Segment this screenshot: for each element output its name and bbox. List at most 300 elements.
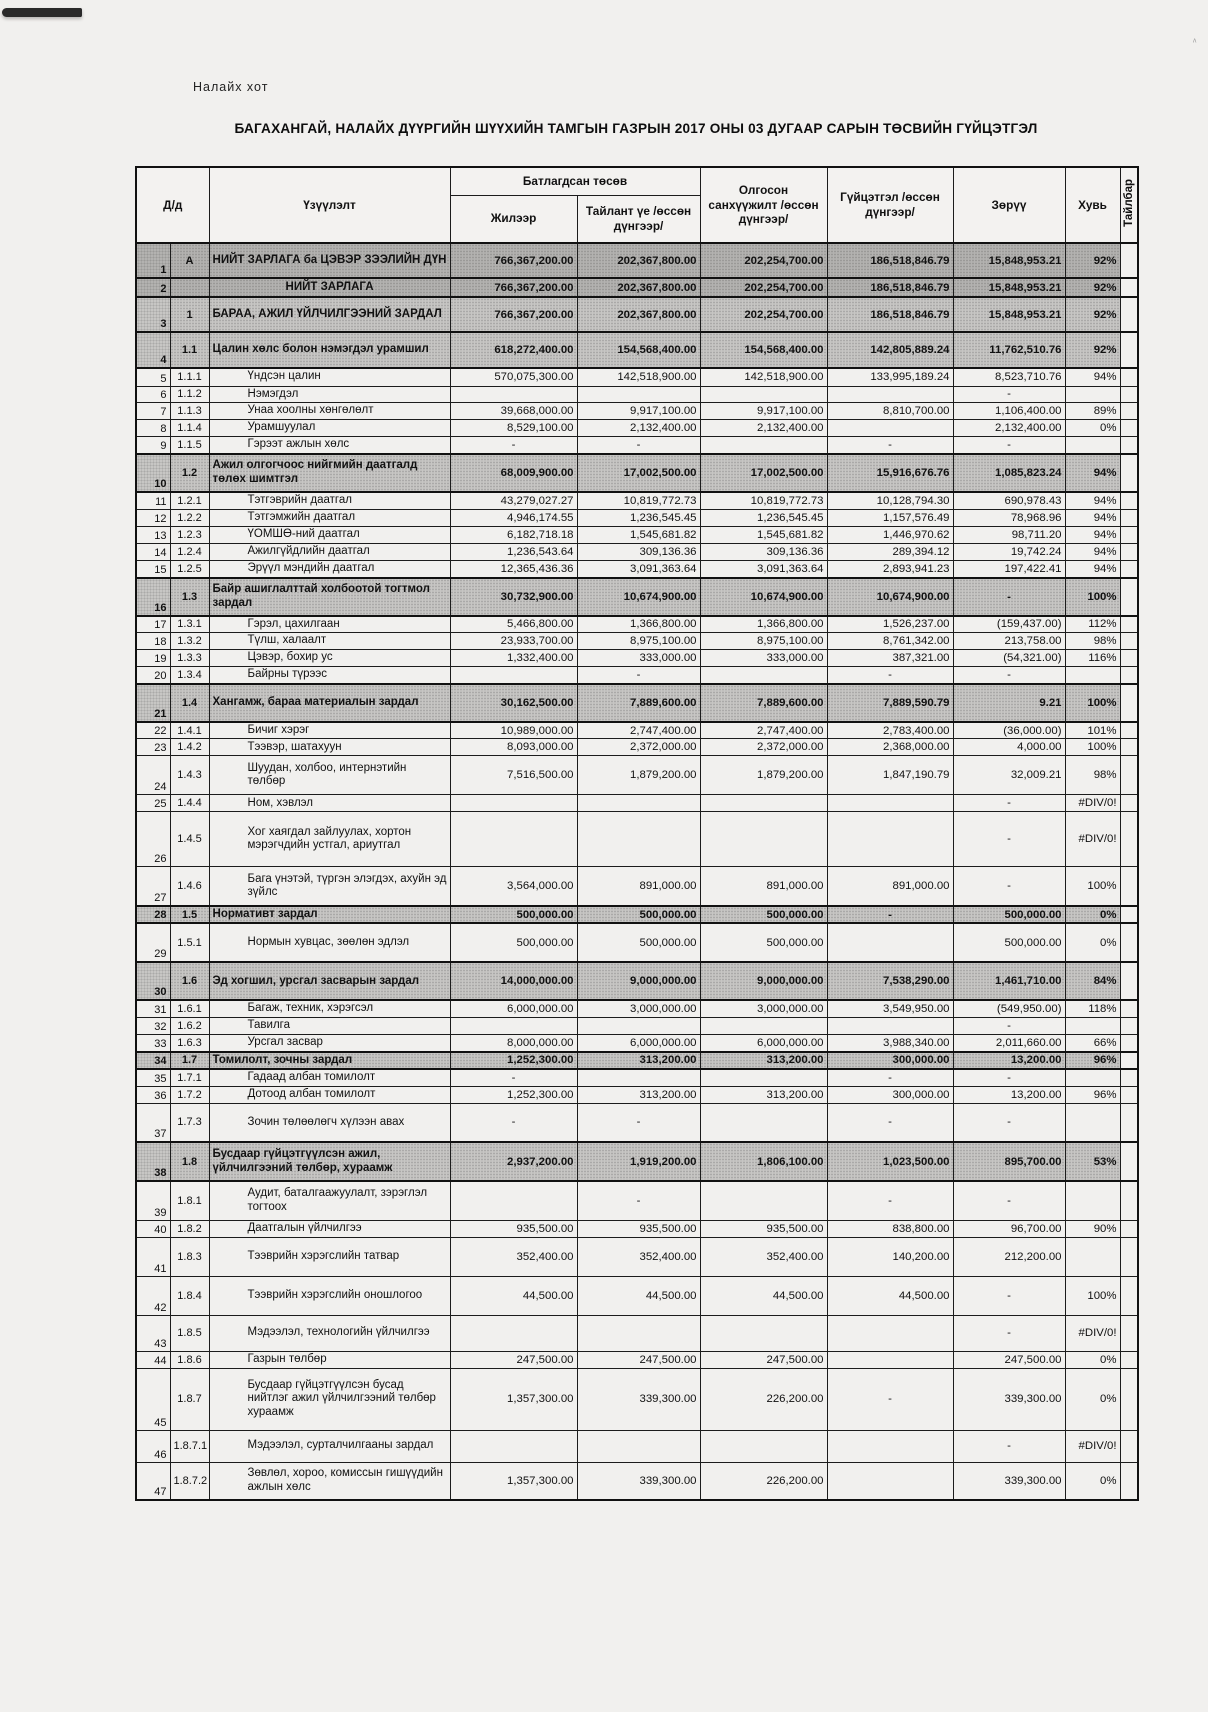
indicator-cell: Унаа хоолны хөнгөлөлт — [209, 403, 450, 420]
table-row — [136, 1000, 1138, 1017]
code-cell: А — [170, 243, 209, 278]
table-row — [136, 420, 1138, 437]
code-cell: 1.4.3 — [170, 756, 209, 795]
table-row — [136, 437, 1138, 454]
financing-cell: 10,674,900.00 — [700, 578, 827, 616]
financing-cell: 226,200.00 — [700, 1368, 827, 1430]
row-number-cell: 8 — [136, 420, 170, 437]
percent-cell: 96% — [1065, 1086, 1120, 1103]
yearly-cell: 4,946,174.55 — [450, 510, 577, 527]
indicator-cell: Бусдаар гүйцэтгүүлсэн ажил, үйлчилгээний төлбөр, хураамж — [209, 1142, 450, 1181]
remark-cell — [1120, 867, 1138, 906]
difference-cell: 98,711.20 — [953, 527, 1065, 544]
row-number-cell: 36 — [136, 1086, 170, 1103]
difference-cell: - — [953, 1430, 1065, 1462]
remark-cell — [1120, 756, 1138, 795]
yearly-cell: 3,564,000.00 — [450, 867, 577, 906]
row-number-cell: 41 — [136, 1237, 170, 1276]
percent-cell — [1065, 1018, 1120, 1035]
reporting-period-cell: 935,500.00 — [577, 1220, 700, 1237]
percent-cell: #DIV/0! — [1065, 795, 1120, 812]
code-cell: 1.1.1 — [170, 368, 209, 386]
performance-cell: - — [827, 1103, 953, 1142]
table-row — [136, 1069, 1138, 1086]
difference-cell: 11,762,510.76 — [953, 332, 1065, 368]
reporting-period-cell: 202,367,800.00 — [577, 297, 700, 332]
percent-cell: 53% — [1065, 1142, 1120, 1181]
indicator-cell: Гэрэл, цахилгаан — [209, 616, 450, 633]
remark-cell — [1120, 1462, 1138, 1500]
yearly-cell: - — [450, 1103, 577, 1142]
yearly-cell: 1,357,300.00 — [450, 1462, 577, 1500]
remark-cell — [1120, 1018, 1138, 1035]
remark-cell — [1120, 739, 1138, 756]
percent-cell: 90% — [1065, 1220, 1120, 1237]
table-row — [136, 1181, 1138, 1220]
percent-cell: 116% — [1065, 650, 1120, 667]
yearly-cell: - — [450, 1069, 577, 1086]
performance-cell — [827, 812, 953, 867]
indicator-cell: Урсгал засвар — [209, 1035, 450, 1052]
indicator-cell: Ажил олгогчоос нийгмийн даатгалд төлөх шимтгэл — [209, 454, 450, 492]
row-number-cell: 42 — [136, 1276, 170, 1315]
difference-cell: 13,200.00 — [953, 1052, 1065, 1070]
header-yearly: Жилээр — [450, 195, 577, 243]
table-row — [136, 561, 1138, 578]
code-cell: 1.7.3 — [170, 1103, 209, 1142]
percent-cell: 92% — [1065, 243, 1120, 278]
code-cell: 1.8.3 — [170, 1237, 209, 1276]
remark-cell — [1120, 332, 1138, 368]
financing-cell: 6,000,000.00 — [700, 1035, 827, 1052]
reporting-period-cell: 202,367,800.00 — [577, 243, 700, 278]
yearly-cell: 766,367,200.00 — [450, 297, 577, 332]
percent-cell: 94% — [1065, 454, 1120, 492]
row-number-cell: 44 — [136, 1351, 170, 1368]
percent-cell: 94% — [1065, 492, 1120, 510]
performance-cell: 1,446,970.62 — [827, 527, 953, 544]
row-number-cell: 12 — [136, 510, 170, 527]
header-difference: Зөрүү — [953, 167, 1065, 243]
difference-cell: - — [953, 1018, 1065, 1035]
indicator-cell: Зочин төлөөлөгч хүлээн авах — [209, 1103, 450, 1142]
percent-cell: 94% — [1065, 368, 1120, 386]
row-number-cell: 38 — [136, 1142, 170, 1181]
header-remark-label: Тайлбар — [1122, 179, 1135, 228]
percent-cell: 98% — [1065, 633, 1120, 650]
financing-cell: 154,568,400.00 — [700, 332, 827, 368]
financing-cell: 500,000.00 — [700, 906, 827, 924]
reporting-period-cell — [577, 1315, 700, 1351]
indicator-cell: Гадаад албан томилолт — [209, 1069, 450, 1086]
reporting-period-cell: 202,367,800.00 — [577, 278, 700, 297]
row-number-cell: 5 — [136, 368, 170, 386]
row-number-cell: 28 — [136, 906, 170, 924]
reporting-period-cell: 2,372,000.00 — [577, 739, 700, 756]
percent-cell: 94% — [1065, 510, 1120, 527]
row-number-cell: 32 — [136, 1018, 170, 1035]
remark-cell — [1120, 1430, 1138, 1462]
performance-cell: - — [827, 437, 953, 454]
remark-cell — [1120, 906, 1138, 924]
row-number-cell: 47 — [136, 1462, 170, 1500]
table-row — [136, 1430, 1138, 1462]
financing-cell: 44,500.00 — [700, 1276, 827, 1315]
performance-cell: 44,500.00 — [827, 1276, 953, 1315]
reporting-period-cell: 891,000.00 — [577, 867, 700, 906]
code-cell: 1.4.6 — [170, 867, 209, 906]
performance-cell: 1,023,500.00 — [827, 1142, 953, 1181]
yearly-cell — [450, 1315, 577, 1351]
code-cell: 1.6.3 — [170, 1035, 209, 1052]
financing-cell — [700, 386, 827, 403]
row-number-cell: 19 — [136, 650, 170, 667]
yearly-cell — [450, 1430, 577, 1462]
remark-cell — [1120, 633, 1138, 650]
performance-cell: 10,674,900.00 — [827, 578, 953, 616]
indicator-cell: Тэтгэмжийн даатгал — [209, 510, 450, 527]
difference-cell: 339,300.00 — [953, 1368, 1065, 1430]
remark-cell — [1120, 722, 1138, 739]
row-number-cell: 37 — [136, 1103, 170, 1142]
financing-cell: 313,200.00 — [700, 1052, 827, 1070]
row-number-cell: 24 — [136, 756, 170, 795]
financing-cell: 935,500.00 — [700, 1220, 827, 1237]
remark-cell — [1120, 368, 1138, 386]
difference-cell: 212,200.00 — [953, 1237, 1065, 1276]
reporting-period-cell: 6,000,000.00 — [577, 1035, 700, 1052]
reporting-period-cell: 309,136.36 — [577, 544, 700, 561]
reporting-period-cell: 7,889,600.00 — [577, 684, 700, 722]
row-number-cell: 25 — [136, 795, 170, 812]
percent-cell: 94% — [1065, 561, 1120, 578]
indicator-cell: Бага үнэтэй, түргэн элэгдэх, ахуйн эд зүйлс — [209, 867, 450, 906]
row-number-cell: 7 — [136, 403, 170, 420]
remark-cell — [1120, 561, 1138, 578]
table-header — [136, 167, 1138, 243]
performance-cell: 10,128,794.30 — [827, 492, 953, 510]
code-cell: 1.8.7 — [170, 1368, 209, 1430]
indicator-cell: Байр ашиглалттай холбоотой тогтмол зардал — [209, 578, 450, 616]
difference-cell: 13,200.00 — [953, 1086, 1065, 1103]
table-row — [136, 332, 1138, 368]
financing-cell — [700, 1018, 827, 1035]
code-cell: 1.5 — [170, 906, 209, 924]
remark-cell — [1120, 812, 1138, 867]
yearly-cell: 935,500.00 — [450, 1220, 577, 1237]
remark-cell — [1120, 650, 1138, 667]
table-row — [136, 492, 1138, 510]
yearly-cell: 8,000,000.00 — [450, 1035, 577, 1052]
row-number-cell: 3 — [136, 297, 170, 332]
remark-cell — [1120, 492, 1138, 510]
yearly-cell — [450, 795, 577, 812]
remark-cell — [1120, 1351, 1138, 1368]
row-number-cell: 11 — [136, 492, 170, 510]
performance-cell — [827, 1018, 953, 1035]
difference-cell: 15,848,953.21 — [953, 278, 1065, 297]
yearly-cell: 14,000,000.00 — [450, 962, 577, 1000]
financing-cell: 202,254,700.00 — [700, 243, 827, 278]
reporting-period-cell — [577, 386, 700, 403]
table-row — [136, 962, 1138, 1000]
financing-cell: 333,000.00 — [700, 650, 827, 667]
reporting-period-cell: 247,500.00 — [577, 1351, 700, 1368]
indicator-cell: Хог хаягдал зайлуулах, хортон мэрэгчдийн устгал, ариутгал — [209, 812, 450, 867]
indicator-cell: Урамшуулал — [209, 420, 450, 437]
difference-cell: 9.21 — [953, 684, 1065, 722]
indicator-cell: Хангамж, бараа материалын зардал — [209, 684, 450, 722]
financing-cell: 1,545,681.82 — [700, 527, 827, 544]
reporting-period-cell — [577, 1430, 700, 1462]
code-cell: 1.8.7.2 — [170, 1462, 209, 1500]
percent-cell: 112% — [1065, 616, 1120, 633]
header-percent: Хувь — [1065, 167, 1120, 243]
difference-cell: - — [953, 867, 1065, 906]
financing-cell — [700, 1315, 827, 1351]
table-row — [136, 633, 1138, 650]
yearly-cell: 1,252,300.00 — [450, 1052, 577, 1070]
yearly-cell: 12,365,436.36 — [450, 561, 577, 578]
yearly-cell: 247,500.00 — [450, 1351, 577, 1368]
performance-cell — [827, 923, 953, 962]
remark-cell — [1120, 1069, 1138, 1086]
percent-cell: 94% — [1065, 527, 1120, 544]
financing-cell — [700, 667, 827, 684]
financing-cell: 1,366,800.00 — [700, 616, 827, 633]
table-row — [136, 544, 1138, 561]
percent-cell — [1065, 386, 1120, 403]
budget-table — [135, 166, 1139, 1501]
financing-cell: 309,136.36 — [700, 544, 827, 561]
percent-cell: 100% — [1065, 1276, 1120, 1315]
reporting-period-cell: 313,200.00 — [577, 1086, 700, 1103]
remark-cell — [1120, 1220, 1138, 1237]
table-row — [136, 1315, 1138, 1351]
indicator-cell: Байрны түрээс — [209, 667, 450, 684]
performance-cell: 838,800.00 — [827, 1220, 953, 1237]
performance-cell: 891,000.00 — [827, 867, 953, 906]
financing-cell — [700, 1103, 827, 1142]
table-row — [136, 1018, 1138, 1035]
table-row — [136, 1368, 1138, 1430]
remark-cell — [1120, 403, 1138, 420]
percent-cell — [1065, 437, 1120, 454]
reporting-period-cell: 2,747,400.00 — [577, 722, 700, 739]
remark-cell — [1120, 1315, 1138, 1351]
indicator-cell: Эд хогшил, урсгал засварын зардал — [209, 962, 450, 1000]
reporting-period-cell: 500,000.00 — [577, 906, 700, 924]
performance-cell: 387,321.00 — [827, 650, 953, 667]
yearly-cell: 352,400.00 — [450, 1237, 577, 1276]
table-row — [136, 368, 1138, 386]
percent-cell: 100% — [1065, 578, 1120, 616]
code-cell: 1.1.3 — [170, 403, 209, 420]
financing-cell: 352,400.00 — [700, 1237, 827, 1276]
reporting-period-cell — [577, 812, 700, 867]
performance-cell: 2,893,941.23 — [827, 561, 953, 578]
yearly-cell: 1,252,300.00 — [450, 1086, 577, 1103]
indicator-cell: Багаж, техник, хэрэгсэл — [209, 1000, 450, 1017]
remark-cell — [1120, 667, 1138, 684]
difference-cell: 1,106,400.00 — [953, 403, 1065, 420]
yearly-cell: 30,732,900.00 — [450, 578, 577, 616]
header-approved-budget: Батлагдсан төсөв — [450, 167, 700, 195]
financing-cell: 226,200.00 — [700, 1462, 827, 1500]
code-cell: 1.5.1 — [170, 923, 209, 962]
table-row — [136, 739, 1138, 756]
table-row — [136, 722, 1138, 739]
reporting-period-cell: 142,518,900.00 — [577, 368, 700, 386]
difference-cell: 2,132,400.00 — [953, 420, 1065, 437]
percent-cell: 0% — [1065, 1351, 1120, 1368]
performance-cell — [827, 1430, 953, 1462]
code-cell: 1.1.5 — [170, 437, 209, 454]
table-row — [136, 527, 1138, 544]
performance-cell: 8,761,342.00 — [827, 633, 953, 650]
difference-cell: 15,848,953.21 — [953, 297, 1065, 332]
code-cell: 1.1 — [170, 332, 209, 368]
financing-cell: 17,002,500.00 — [700, 454, 827, 492]
yearly-cell — [450, 812, 577, 867]
remark-cell — [1120, 1181, 1138, 1220]
reporting-period-cell: 17,002,500.00 — [577, 454, 700, 492]
performance-cell: 140,200.00 — [827, 1237, 953, 1276]
percent-cell: 98% — [1065, 756, 1120, 795]
percent-cell: 100% — [1065, 739, 1120, 756]
difference-cell: 4,000.00 — [953, 739, 1065, 756]
row-number-cell: 43 — [136, 1315, 170, 1351]
table-row — [136, 1462, 1138, 1500]
row-number-cell: 46 — [136, 1430, 170, 1462]
code-cell: 1.7.1 — [170, 1069, 209, 1086]
indicator-cell: Эрүүл мэндийн даатгал — [209, 561, 450, 578]
row-number-cell: 31 — [136, 1000, 170, 1017]
yearly-cell: 68,009,900.00 — [450, 454, 577, 492]
yearly-cell: 6,000,000.00 — [450, 1000, 577, 1017]
financing-cell: 9,000,000.00 — [700, 962, 827, 1000]
performance-cell: 133,995,189.24 — [827, 368, 953, 386]
difference-cell: 2,011,660.00 — [953, 1035, 1065, 1052]
performance-cell: 15,916,676.76 — [827, 454, 953, 492]
yearly-cell: 8,529,100.00 — [450, 420, 577, 437]
code-cell: 1.8.1 — [170, 1181, 209, 1220]
code-cell: 1.6 — [170, 962, 209, 1000]
yearly-cell: 2,937,200.00 — [450, 1142, 577, 1181]
reporting-period-cell: 1,919,200.00 — [577, 1142, 700, 1181]
performance-cell: - — [827, 1069, 953, 1086]
code-cell: 1.1.4 — [170, 420, 209, 437]
remark-cell — [1120, 1103, 1138, 1142]
code-cell: 1.2.4 — [170, 544, 209, 561]
indicator-cell: Түлш, халаалт — [209, 633, 450, 650]
indicator-cell: Бусдаар гүйцэтгүүлсэн бусад нийтлэг ажил үйлчилгээний төлбөр хураамж — [209, 1368, 450, 1430]
financing-cell: 1,879,200.00 — [700, 756, 827, 795]
reporting-period-cell — [577, 1069, 700, 1086]
financing-cell: 313,200.00 — [700, 1086, 827, 1103]
performance-cell: 1,847,190.79 — [827, 756, 953, 795]
financing-cell: 500,000.00 — [700, 923, 827, 962]
code-cell: 1.3 — [170, 578, 209, 616]
difference-cell: 895,700.00 — [953, 1142, 1065, 1181]
indicator-cell: ҮОМШӨ-ний даатгал — [209, 527, 450, 544]
reporting-period-cell: 1,879,200.00 — [577, 756, 700, 795]
reporting-period-cell: 500,000.00 — [577, 923, 700, 962]
yearly-cell: 39,668,000.00 — [450, 403, 577, 420]
code-cell: 1.8.7.1 — [170, 1430, 209, 1462]
percent-cell: 66% — [1065, 1035, 1120, 1052]
reporting-period-cell: - — [577, 437, 700, 454]
performance-cell: 3,988,340.00 — [827, 1035, 953, 1052]
yearly-cell: 30,162,500.00 — [450, 684, 577, 722]
row-number-cell: 34 — [136, 1052, 170, 1070]
row-number-cell: 2 — [136, 278, 170, 297]
row-number-cell: 6 — [136, 386, 170, 403]
financing-cell: 8,975,100.00 — [700, 633, 827, 650]
table-row — [136, 906, 1138, 924]
financing-cell: 10,819,772.73 — [700, 492, 827, 510]
header-indicator: Үзүүлэлт — [209, 167, 450, 243]
remark-cell — [1120, 1237, 1138, 1276]
header-performance: Гүйцэтгэл /өссөн дүнгээр/ — [827, 167, 953, 243]
percent-cell — [1065, 1069, 1120, 1086]
remark-cell — [1120, 420, 1138, 437]
performance-cell — [827, 1462, 953, 1500]
pen-mark: ᶺ — [1193, 37, 1197, 48]
row-number-cell: 39 — [136, 1181, 170, 1220]
difference-cell: 339,300.00 — [953, 1462, 1065, 1500]
indicator-cell: Газрын төлбөр — [209, 1351, 450, 1368]
row-number-cell: 20 — [136, 667, 170, 684]
table-row — [136, 923, 1138, 962]
indicator-cell: Тээвэр, шатахуун — [209, 739, 450, 756]
difference-cell: - — [953, 1181, 1065, 1220]
financing-cell — [700, 437, 827, 454]
indicator-cell: Ном, хэвлэл — [209, 795, 450, 812]
code-cell — [170, 278, 209, 297]
table-row — [136, 297, 1138, 332]
difference-cell: - — [953, 1103, 1065, 1142]
difference-cell: 213,758.00 — [953, 633, 1065, 650]
yearly-cell: 500,000.00 — [450, 923, 577, 962]
indicator-cell: НИЙТ ЗАРЛАГА ба ЦЭВЭР ЗЭЭЛИЙН ДҮН — [209, 243, 450, 278]
difference-cell: - — [953, 437, 1065, 454]
indicator-cell: Мэдээлэл, технологийн үйлчилгээ — [209, 1315, 450, 1351]
table-row — [136, 1220, 1138, 1237]
row-number-cell: 14 — [136, 544, 170, 561]
table-body — [136, 243, 1138, 1500]
code-cell: 1.2.1 — [170, 492, 209, 510]
performance-cell: 300,000.00 — [827, 1086, 953, 1103]
indicator-cell: Даатгалын үйлчилгээ — [209, 1220, 450, 1237]
difference-cell: 690,978.43 — [953, 492, 1065, 510]
performance-cell: - — [827, 906, 953, 924]
percent-cell: 0% — [1065, 420, 1120, 437]
difference-cell: 247,500.00 — [953, 1351, 1065, 1368]
reporting-period-cell: 154,568,400.00 — [577, 332, 700, 368]
reporting-period-cell: 9,917,100.00 — [577, 403, 700, 420]
row-number-cell: 30 — [136, 962, 170, 1000]
code-cell: 1 — [170, 297, 209, 332]
financing-cell: 1,806,100.00 — [700, 1142, 827, 1181]
indicator-cell: Томилолт, зочны зардал — [209, 1052, 450, 1070]
percent-cell: 92% — [1065, 332, 1120, 368]
performance-cell: 2,368,000.00 — [827, 739, 953, 756]
indicator-cell: НИЙТ ЗАРЛАГА — [209, 278, 450, 297]
percent-cell: 96% — [1065, 1052, 1120, 1070]
yearly-cell: 5,466,800.00 — [450, 616, 577, 633]
yearly-cell: 570,075,300.00 — [450, 368, 577, 386]
